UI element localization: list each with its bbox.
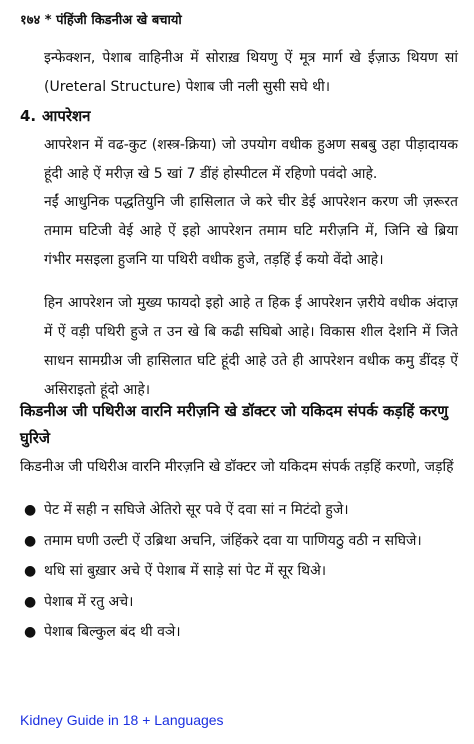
bold-heading: किडनीअ जी पथिरीअ वारनि मरीज़नि खे डॉक्टर जो यकिदम संपर्क कड़हिं करणु घुरिजे — [20, 402, 449, 447]
list-item: ● पेट में सही न सघिजे अेतिरो सूर पवे ऐं दवा सां न मिटंदो हुजे। — [24, 496, 464, 525]
bullet-icon: ● — [24, 502, 37, 518]
bullet-icon: ● — [24, 532, 37, 549]
intro-paragraph: इन्फेक्शन, पेशाब वाहिनीअ में सोराख़ थियणु ऐं मूत्र मार्ग खे ईज़ाऊ थियण सां (Ureteral Structure) पेशाब जी नली सुसी सघे थी। — [44, 50, 458, 95]
paragraph-2: नईं आधुनिक पद्धतियुनि जी हासिलात जे करे चीर डेई आपरेशन करण जी ज़रूरत तमाम घटिजी वेई आहे ऐं इहो आपरेशन तमाम घटि मरीज़नि में, जिनि खे ब्रिया गंभीर मसइला हुजनि या पथिरी वधीक हुजे, तड़हिं ई कयो वेंदो आहे। — [44, 194, 458, 268]
list-item: ● थधि सां बुख़ार अचे ऐं पेशाब में साड़े सां पेट में सूर थिअे। — [24, 557, 464, 586]
page-header: १७४ * पंहिंजी किडनीअ खे बचायो — [20, 13, 182, 28]
list-item: ● तमाम घणी उल्टी ऐं उब्रिथा अचनि, जंहिंकरे दवा या पाणियठु वठी न सघिजे। — [24, 527, 464, 556]
section-number: 4. — [20, 107, 37, 125]
section-heading — [20, 106, 91, 126]
bullet-icon: ● — [24, 624, 37, 640]
list-item: ● पेशाब में रतु अचे। — [24, 588, 464, 617]
paragraph-1: आपरेशन में वढ-कुट (शस्त्र-क्रिया) जो उपयोग वधीक हुअण सबबु उहा पीड़ादायक हूंदी आहे ऐं मरीज़ खे 5 खां 7 डींहं होस्पीटल में रहिणो पवंदो आहे. — [44, 137, 458, 182]
intro-line: किडनीअ जी पथिरीअ वारनि मीरज़नि खे डॉक्टर जो यकिदम संपर्क तड़हिं करणो, जड़हिं — [20, 459, 454, 475]
bullet-icon: ● — [24, 593, 37, 610]
bullet-list — [24, 496, 464, 649]
footer-link[interactable]: Kidney Guide in 18 + Languages — [20, 712, 224, 728]
list-item: ● पेशाब बिल्कुल बंद थी वञे। — [24, 618, 464, 647]
section-title: आपरेशन — [42, 107, 91, 125]
paragraph-3: हिन आपरेशन जो मुख्य फायदो इहो आहे त हिक ई आपरेशन ज़रीये वधीक अंदाज़ में ऐं वड़ी पथिरी हुजे त उन खे बि कढी सघिबो आहे। विकास शील देशनि में जिते साधन सामग्रीअ जी हासिलात घटि हूंदी आहे उते ही आपरेशन वधीक कमु डींदड़ ऐं असिराइतो हूंदो आहे। — [44, 295, 458, 398]
bullet-icon: ● — [24, 563, 37, 579]
